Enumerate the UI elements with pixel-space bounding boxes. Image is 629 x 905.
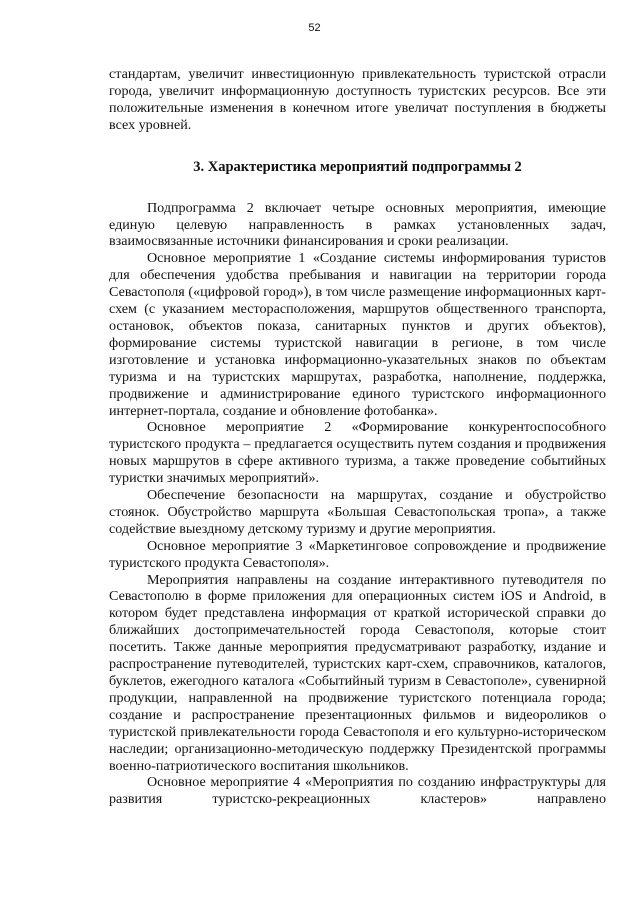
section-heading: 3. Характеристика мероприятий подпрограммы 2 xyxy=(193,158,522,175)
paragraph-overview: Подпрограмма 2 включает четыре основных мероприятия, имеющие единую целевую направленность в рамках установленных задач, взаимосвязанные источники финансирования и сроки реализации. xyxy=(109,199,606,250)
paragraph-measure-2: Основное мероприятие 2 «Формирование конкурентоспособного туристского продукта – предлагается осуществить путем создания и продвижения новых маршрутов в сфере активного туризма, а также проведение событийных туристки значимых мероприятий». xyxy=(109,419,606,487)
paragraph-measure-4: Основное мероприятие 4 «Мероприятия по созданию инфраструктуры для развития туристско-рекреационных кластеров» направлено xyxy=(109,774,606,808)
document-body xyxy=(109,66,606,808)
paragraph-measure-1: Основное мероприятие 1 «Создание системы информирования туристов для обеспечения удобства пребывания и навигации на территории города Севастополя («цифровой город»), в том числе размещение информационных карт-схем (с указанием месторасположения, маршрутов общественного транспорта, остановок, объектов показа, санитарных пунктов и других объектов), формирование системы туристской навигации в регионе, в том числе изготовление и установка информационно-указательных знаков по объектам туризма и на туристских маршрутах, разработка, наполнение, поддержка, продвижение и администрирование единого туристского информационного интернет-портала, создание и обновление фотобанка». xyxy=(109,250,606,419)
page-number: 52 xyxy=(308,22,321,34)
intro-paragraph: стандартам, увеличит инвестиционную привлекательность туристской отрасли города, увеличит информационную доступность туристских ресурсов. Все эти положительные изменения в конечном итоге увеличат поступления в бюджеты всех уровней. xyxy=(109,66,606,133)
paragraph-safety: Обеспечение безопасности на маршрутах, создание и обустройство стоянок. Обустройство маршрута «Большая Севастопольская тропа», а также содействие выездному детскому туризму и другие мероприятия. xyxy=(109,487,606,537)
paragraph-measure-3-details: Мероприятия направлены на создание интерактивного путеводителя по Севастополю в форме приложения для операционных систем iOS и Android, в котором будет представлена информация от краткой исторической справки до ближайших достопримечательностей города Севастополя, которые стоит посетить. Также данные мероприятия предусматривают разработку, издание и распространение путеводителей, туристских карт-схем, справочников, каталогов, буклетов, ежегодного каталога «Событийный туризм в Севастополе», сувенирной продукции, направленной на продвижение туристского потенциала города; создание и распространение презентационных фильмов и видеороликов о туристской привлекательности города Севастополя и его культурно-историческом наследии; организационно-методическую поддержку Президентской программы военно-патриотического воспитания школьников. xyxy=(109,571,606,774)
paragraph-measure-3: Основное мероприятие 3 «Маркетинговое сопровождение и продвижение туристского продукта Севастополя». xyxy=(109,537,606,571)
